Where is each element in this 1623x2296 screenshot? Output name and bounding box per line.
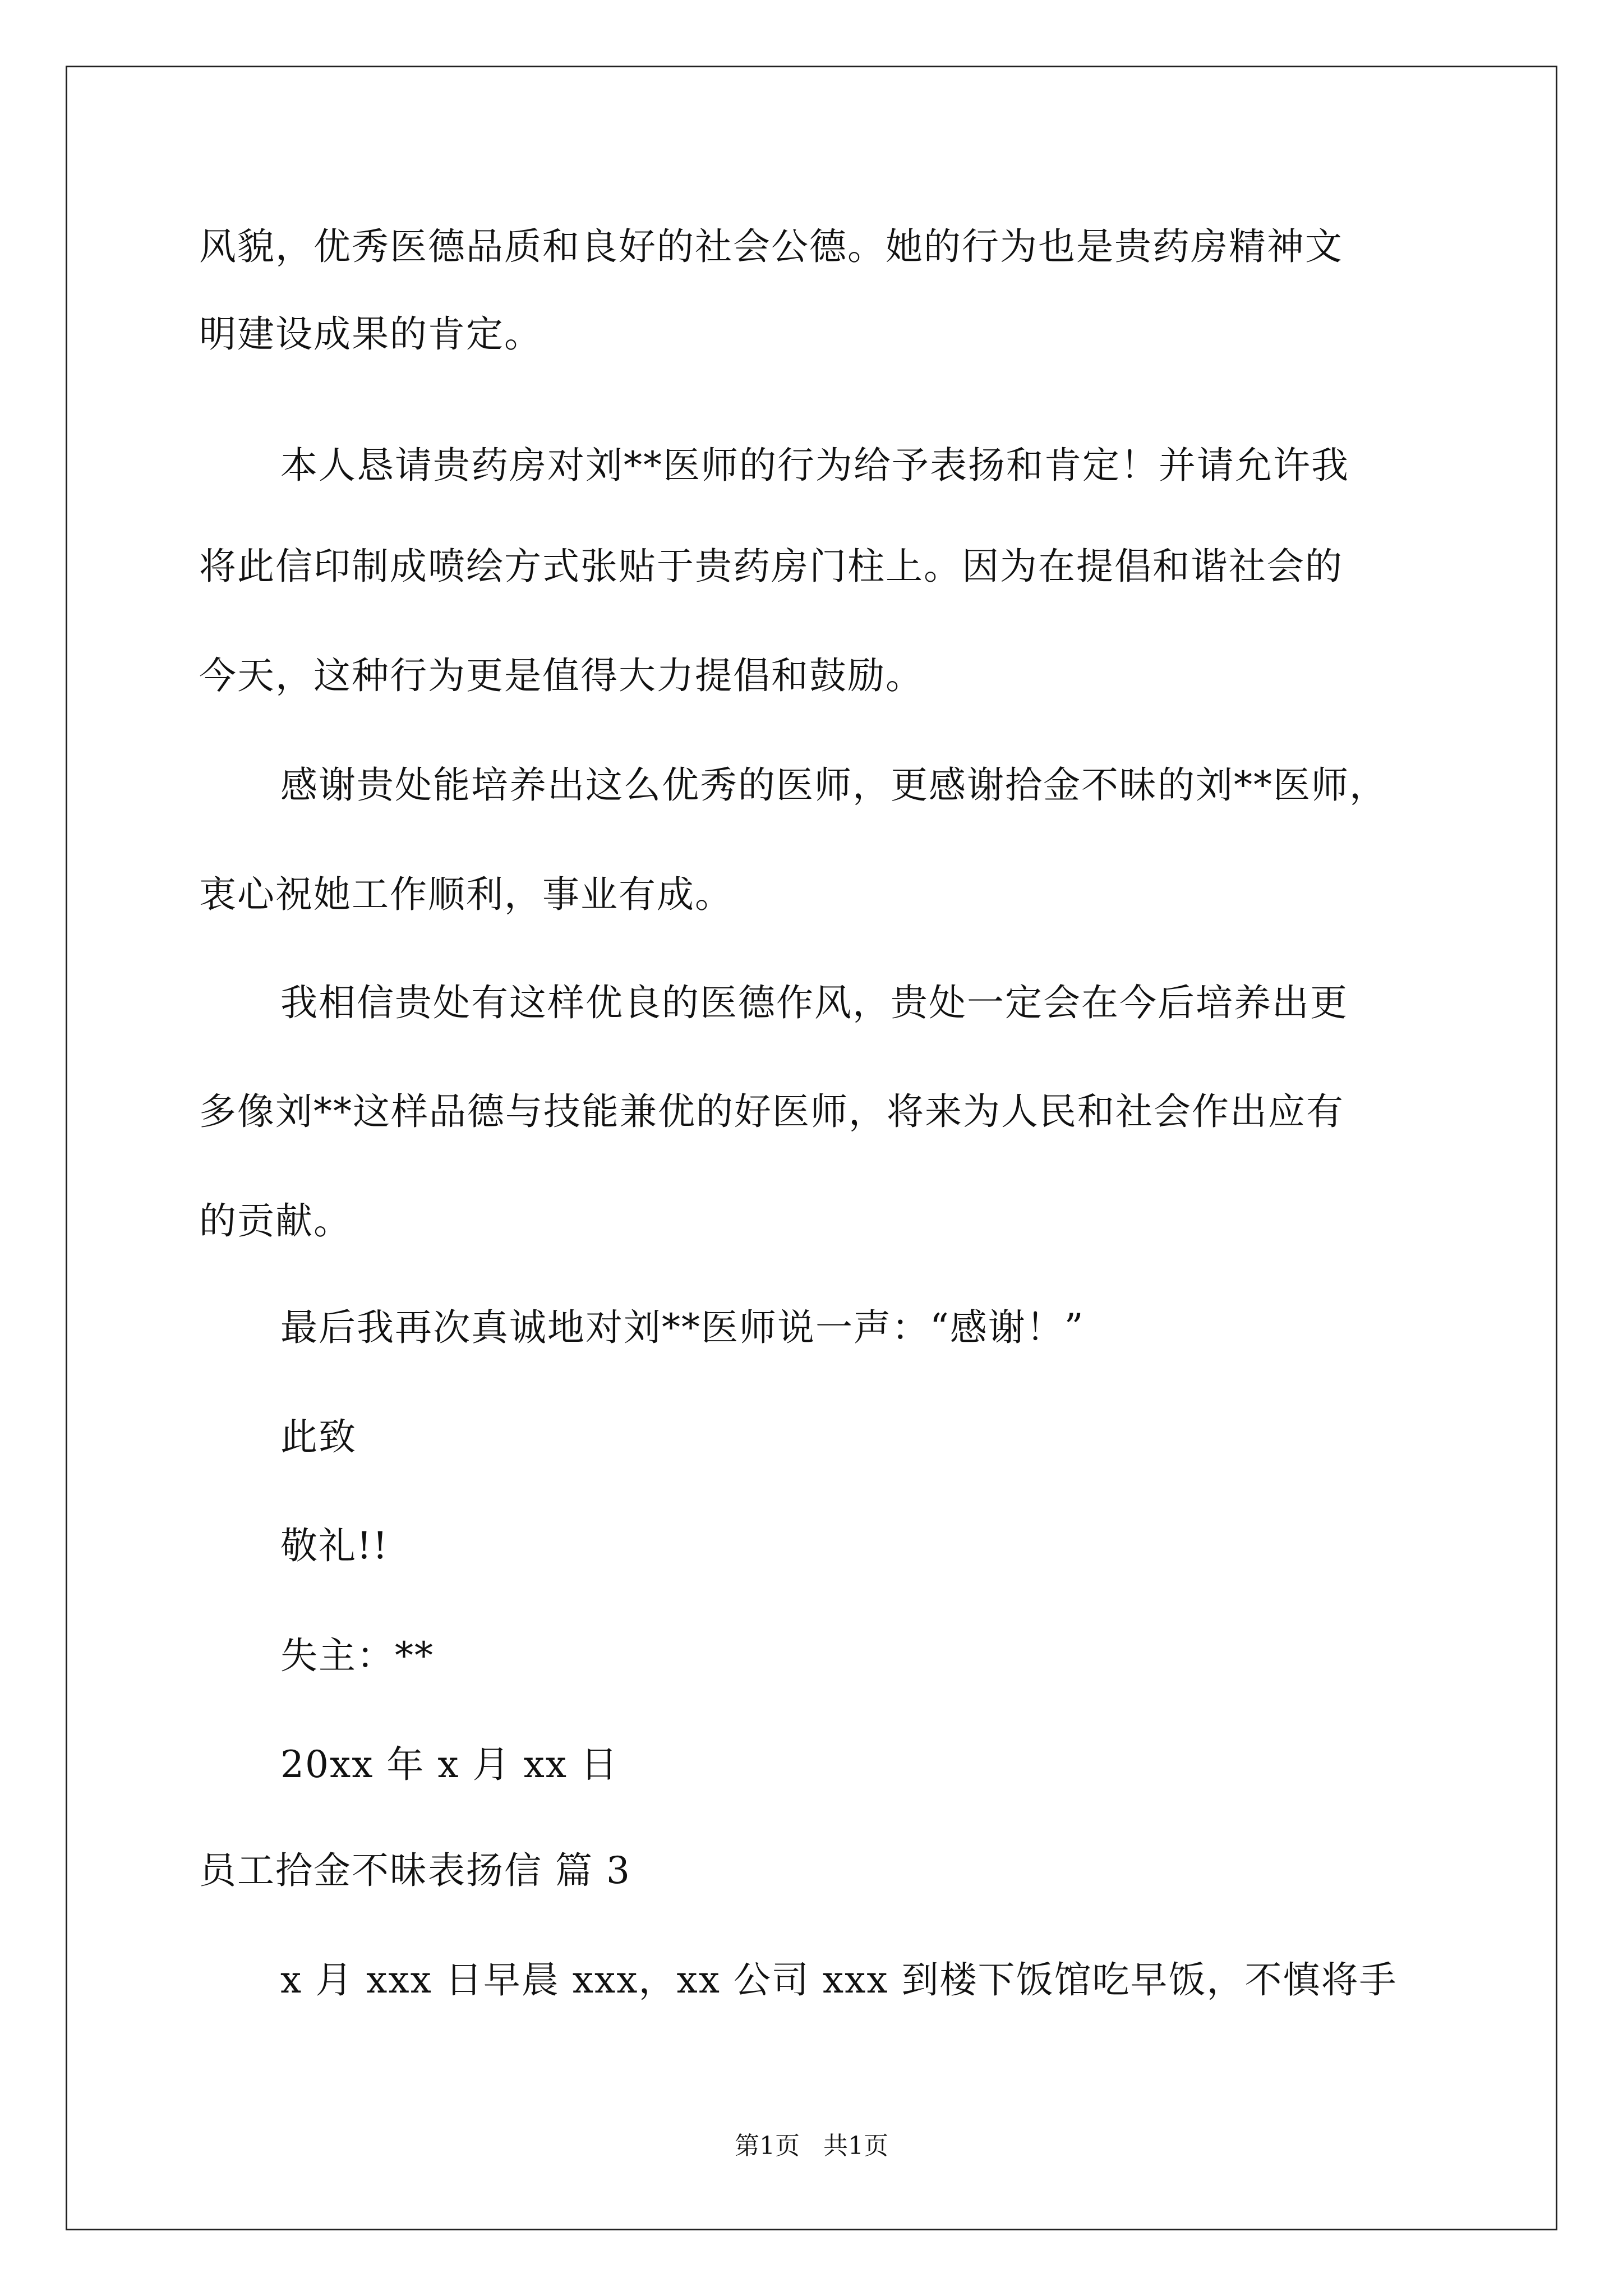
body-line: 感谢贵处能培养出这么优秀的医师，更感谢拾金不昧的刘**医师， <box>280 763 1387 807</box>
body-line: 衷心祝她工作顺利，事业有成。 <box>199 873 733 916</box>
body-line: 今天，这种行为更是值得大力提倡和鼓励。 <box>199 654 924 697</box>
salutation-line: 敬礼!! <box>280 1524 389 1567</box>
body-line: 多像刘**这样品德与技能兼优的好医师，将来为人民和社会作出应有 <box>199 1090 1344 1133</box>
body-line: 最后我再次真诚地对刘**医师说一声：“感谢！” <box>280 1306 1085 1349</box>
date-line: 20xx 年 x 月 xx 日 <box>280 1743 619 1786</box>
signature-line: 失主：** <box>280 1634 434 1677</box>
body-line: 明建设成果的肯定。 <box>199 312 542 356</box>
body-line: 将此信印制成喷绘方式张贴于贵药房门柱上。因为在提倡和谐社会的 <box>199 545 1343 588</box>
page-border <box>66 66 1557 2230</box>
body-line: 的贡献。 <box>199 1199 352 1243</box>
page-footer: 第1页 共1页 <box>735 2132 888 2160</box>
section-heading: 员工拾金不昧表扬信 篇 3 <box>199 1849 631 1892</box>
body-line: 本人恳请贵药房对刘**医师的行为给予表扬和肯定！并请允许我 <box>280 444 1349 487</box>
body-line: 我相信贵处有这样优良的医德作风，贵处一定会在今后培养出更 <box>280 981 1348 1024</box>
body-line: 风貌，优秀医德品质和良好的社会公德。她的行为也是贵药房精神文 <box>199 225 1343 268</box>
body-line: x 月 xxx 日早晨 xxx，xx 公司 xxx 到楼下饭馆吃早饭，不慎将手 <box>280 1958 1398 2001</box>
salutation-line: 此致 <box>280 1415 357 1458</box>
